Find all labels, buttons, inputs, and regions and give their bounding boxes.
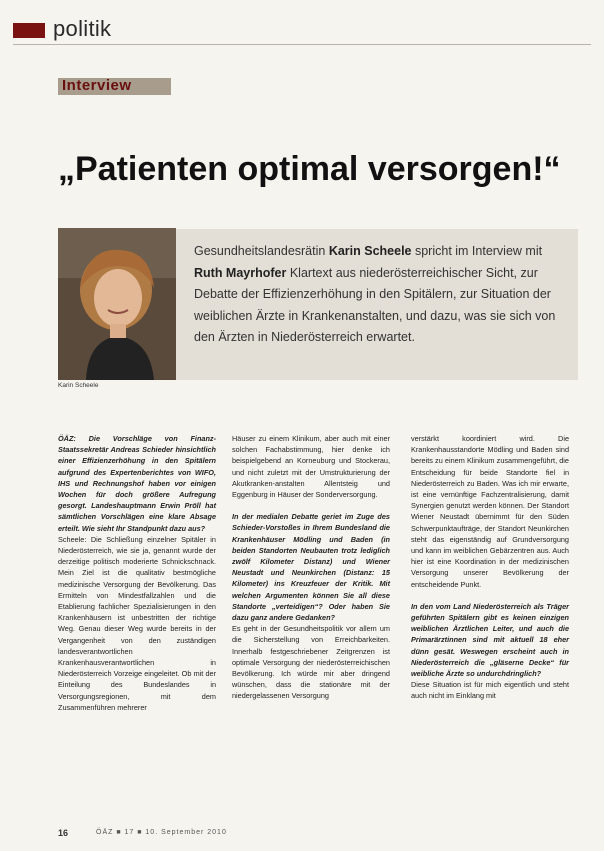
portrait-photo	[58, 228, 176, 380]
question: In der medialen Debatte geriet im Zuge des Schieder-Vorstoßes in Ihrem Bundesland die Krankenhäuser Mödling und Baden (in beiden Standorten Neubauten trotz lediglich zwölf Kilometer Distanz) und Wiener Neustadt und Neunkirchen (Distanz: 15 Kilometer) ins Kreuzfeuer der Kritik. Mit welchen Argumenten können Sie all diese Standorte „verteidigen“? Oder haben Sie dazu ganz andere Gedanken?	[232, 512, 390, 623]
issue-info: ÖÄZ ■ 17 ■ 10. September 2010	[96, 829, 227, 836]
text-column-2	[232, 433, 390, 702]
section-label: politik	[53, 16, 112, 41]
section-color-bar	[13, 23, 45, 38]
text-column-1	[58, 433, 216, 713]
answer: Es geht in der Gesundheitspolitik vor allem um die Sicherstellung von Erreichbarkeiten. Innerhalb festgeschriebener Zeitgrenzen ist optimale Versorgung der niederösterreichischen Bevölkerung. Ich würde mir aber dringend wünschen, dass die stationäre mit der niedergelassenen Versorgung	[232, 624, 390, 701]
kicker-badge	[58, 78, 171, 95]
text-column-3	[411, 433, 569, 702]
answer: verstärkt koordiniert wird. Die Krankenhausstandorte Mödling und Baden sind bereits zu einem Klinikum zusammengeführt, die Entscheidung für beide Standorte fiel in Niederösterreich zu Baden. Was ich mir erwarte, ist eine vernünftige Fachzentralisierung, damit Synergien genutzt werden können. Der Standort Wiener Neustadt übernimmt für den Süden Schwerpunktaufträge, der Standort Neunkirchen steht das eigenständig auf Grundversorgung und kann im weiblichen Gebärzentren aus. Auch hier ist eine Koordination in der medizinischen Versorgung unserer Bevölkerung der entscheidende Punkt.	[411, 434, 569, 589]
teaser-text	[194, 241, 566, 349]
answer: Scheele: Die Schließung einzelner Spitäler in Niederösterreich, wie sie ja, genannt wurde der derzeitige politisch moderierte Schnickschnack. Mein Ziel ist die qualitativ bestmögliche medizinische Versorgung der Bevölkerung. Das Ermitteln von Mindestfallzahlen und die Etablierung fachlicher Spezialisierungen in den Krankenhäusern ist unbestritten der richtige Weg. Genau dieser Weg wurde bereits in der Vergangenheit von den zuständigen landesverantwortlichen Krankenhausverantwortlichen in Niederösterreich Vorzeige eingeleitet. Ob mit der Einteilung des Bundeslandes in Versorgungsregionen, mit dem Zusammenführen mehrerer	[58, 534, 216, 712]
headline: „Patienten optimal versorgen!“	[58, 150, 561, 188]
interviewee-name: Karin Scheele	[328, 244, 412, 258]
interviewer-name: Ruth Mayrhofer	[194, 265, 287, 280]
answer: Diese Situation ist für mich eigentlich und steht auch nicht im Einklang mit	[411, 680, 569, 701]
header-divider	[13, 44, 591, 45]
page-number: 16	[58, 828, 69, 838]
kicker-label: Interview	[62, 77, 132, 94]
answer: Häuser zu einem Klinikum, aber auch mit einer solchen Fachabstimmung, hier denke ich beispielgebend an Korneuburg und Stockerau, und nicht zuletzt mit der Umstrukturierung der Akutkranken-anstalten Allentsteig und Eggenburg in Häuser der Sonderversorgung.	[232, 434, 390, 500]
teaser-part: Gesundheitslandesrätin	[194, 244, 329, 258]
portrait-illustration	[58, 228, 176, 380]
teaser-part: spricht im Interview mit	[411, 244, 543, 258]
question: In den vom Land Niederösterreich als Träger geführten Spitälern gibt es keinen einzigen weiblichen Ärztlichen Leiter, und auch die Primarärztinnen sind mit aktuell 18 eher dünn gesät. Weswegen erscheint auch in Niederösterreich die „gläserne Decke“ für weibliche Ärzte so undurchdringlich?	[411, 601, 569, 679]
photo-caption: Karin Scheele	[58, 382, 99, 389]
teaser-box	[176, 229, 578, 380]
question: ÖÄZ: Die Vorschläge von Finanz-Staatssekretär Andreas Schieder hinsichtlich einer Effizienzerhöhung in den Spitälern aufgrund des Expertenberichtes von WIFO, IHS und Rechnungshof haben vor einigen Wochen für doch größere Aufregung gesorgt. Landeshauptmann Erwin Pröll hat sämtlichen Vorschlägen eine klare Absage erteilt. Wie sieht Ihr Standpunkt dazu aus?	[58, 434, 216, 533]
teaser-part: Klartext aus niederösterreichischer Sicht, zur Debatte der Effizienzerhöhung in den Spitälern, zur Situation der weiblichen Ärzte in Krankenanstalten, und dazu, was sie sich von den Ärzten in Niederösterreich erwartet.	[194, 265, 556, 344]
